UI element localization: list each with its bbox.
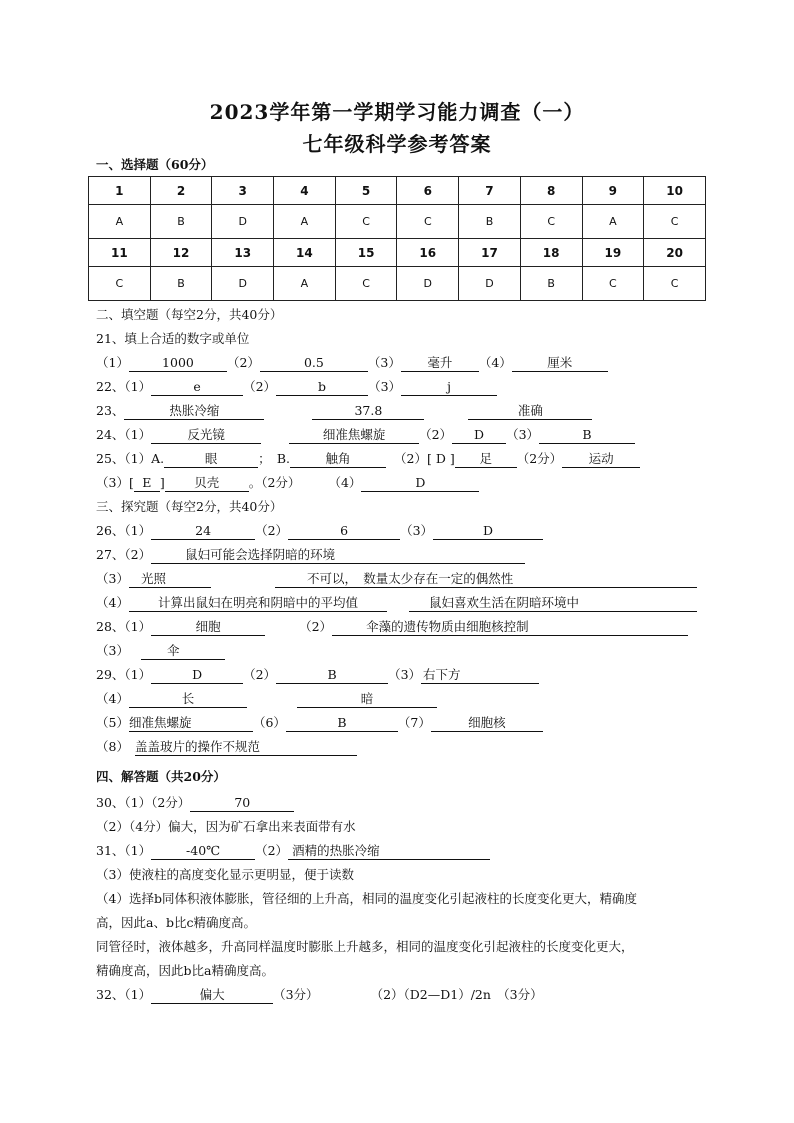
q23-line: 23、 热胀冷缩 37.8 准确 <box>96 402 592 420</box>
question-number-cell: 8 <box>520 177 582 205</box>
q28-line2: （3） 伞 <box>96 642 225 660</box>
page-subtitle: 七年级科学参考答案 <box>302 132 492 156</box>
q25-line2: （3）[ E ] 贝壳 。（2分） （4） D <box>96 474 479 492</box>
question-number-cell: 7 <box>459 177 521 205</box>
section4-heading: 四、解答题（共20分） <box>96 769 226 784</box>
q27-line1: 27、（2） 鼠妇可能会选择阴暗的环境 <box>96 546 525 564</box>
answer-blank: 暗 <box>297 691 437 708</box>
q31-line5a: 同管径时，液体越多，升高同样温度时膨胀上升越多，相同的温度变化引起液柱的长度变化更大， <box>96 939 634 954</box>
answer-blank: D <box>452 427 506 444</box>
answer-blank: B <box>286 715 398 732</box>
q31-line1: 31、（1） -40℃ （2） 酒精的热胀冷缩 <box>96 842 490 860</box>
answer-blank: 0.5 <box>260 355 368 372</box>
q21-line: （1） 1000 （2） 0.5 （3） 毫升 （4） 厘米 <box>96 354 608 372</box>
answer-blank: 准确 <box>468 403 592 420</box>
answer-cell: C <box>520 205 582 239</box>
answer-blank: 细准焦螺旋 <box>129 715 253 732</box>
q29-line4: （8） 盖盖玻片的操作不规范 <box>96 738 357 756</box>
answer-blank: D <box>433 523 543 540</box>
answer-cell: D <box>212 205 274 239</box>
answer-cell: C <box>335 205 397 239</box>
answer-blank: B <box>276 667 388 684</box>
answer-cell: D <box>459 267 521 301</box>
answer-cell: C <box>335 267 397 301</box>
question-number-row <box>89 239 706 267</box>
answer-blank: 伞 <box>141 643 225 660</box>
q27-line3: （4） 计算出鼠妇在明亮和阴暗中的平均值 鼠妇喜欢生活在阴暗环境中 <box>96 594 697 612</box>
answer-blank: 计算出鼠妇在明亮和阴暗中的平均值 <box>129 595 387 612</box>
answer-blank: 眼 <box>164 451 258 468</box>
question-number-row <box>89 177 706 205</box>
question-number-cell: 19 <box>582 239 644 267</box>
question-number-cell: 3 <box>212 177 274 205</box>
answer-blank: 鼠妇喜欢生活在阴暗环境中 <box>409 595 697 612</box>
answer-blank: 毫升 <box>401 355 479 372</box>
q26-line: 26、（1） 24 （2） 6 （3） D <box>96 522 543 540</box>
answer-cell: D <box>397 267 459 301</box>
answer-cell: A <box>274 205 336 239</box>
question-number-cell: 11 <box>89 239 151 267</box>
q28-line1: 28、（1） 细胞 （2） 伞藻的遗传物质由细胞核控制 <box>96 618 688 636</box>
q29-line1: 29、（1） D （2） B （3） 右下方 <box>96 666 539 684</box>
answer-blank: 细准焦螺旋 <box>289 427 419 444</box>
q27-line2: （3） 光照 不可以， 数量太少存在一定的偶然性 <box>96 570 697 588</box>
q29-line2: （4） 长 暗 <box>96 690 437 708</box>
q31-line4b: 高，因此a、b比c精确度高。 <box>96 915 256 930</box>
answer-blank: 6 <box>288 523 400 540</box>
answer-cell: C <box>644 267 706 301</box>
answer-blank: 长 <box>129 691 247 708</box>
q29-line3: （5）细准焦螺旋 （6） B （7） 细胞核 <box>96 714 543 732</box>
answer-blank: 反光镜 <box>151 427 261 444</box>
q31-line4a: （4）选择b同体积液体膨胀，管径细的上升高，相同的温度变化引起液柱的长度变化更大，精确度 <box>96 891 637 906</box>
answer-blank: e <box>151 379 243 396</box>
question-number-cell: 4 <box>274 177 336 205</box>
q31-line3: （3）使液柱的高度变化显示更明显，便于读数 <box>96 867 354 882</box>
answer-cell: B <box>520 267 582 301</box>
answer-blank: 细胞 <box>151 619 265 636</box>
q30-line2: （2）（4分）偏大，因为矿石拿出来表面带有水 <box>96 819 356 834</box>
answer-blank: 贝壳 <box>165 475 249 492</box>
answer-blank: 37.8 <box>312 403 424 420</box>
question-number-cell: 16 <box>397 239 459 267</box>
section3-heading: 三、探究题（每空2分，共40分） <box>96 499 283 514</box>
answer-cell: C <box>89 267 151 301</box>
answer-blank: 细胞核 <box>431 715 543 732</box>
answer-blank: 光照 <box>129 571 211 588</box>
answer-blank: 热胀冷缩 <box>124 403 264 420</box>
answer-blank: b <box>276 379 368 396</box>
answer-blank: j <box>401 379 497 396</box>
q31-line5b: 精确度高，因此b比a精确度高。 <box>96 963 274 978</box>
answer-blank: 不可以， 数量太少存在一定的偶然性 <box>275 571 697 588</box>
question-number-cell: 5 <box>335 177 397 205</box>
question-number-cell: 17 <box>459 239 521 267</box>
question-number-cell: 9 <box>582 177 644 205</box>
answer-blank: E <box>134 475 160 492</box>
question-number-cell: 14 <box>274 239 336 267</box>
answer-cell: A <box>582 205 644 239</box>
section2-heading: 二、填空题（每空2分，共40分） <box>96 307 283 322</box>
section1-heading: 一、选择题（60分） <box>96 157 214 172</box>
answer-cell: A <box>274 267 336 301</box>
answer-blank: 1000 <box>129 355 227 372</box>
q24-line: 24、（1） 反光镜 细准焦螺旋 （2） D （3） B <box>96 426 635 444</box>
answer-cell: B <box>150 205 212 239</box>
page-title: 2023学年第一学期学习能力调查（一） <box>209 100 585 124</box>
question-number-cell: 2 <box>150 177 212 205</box>
answer-blank: D <box>361 475 479 492</box>
answer-row <box>89 267 706 301</box>
answer-blank: 70 <box>190 795 294 812</box>
q30-line1: 30、（1）（2分） 70 <box>96 794 294 812</box>
answer-blank: 运动 <box>562 451 640 468</box>
answer-cell: C <box>397 205 459 239</box>
q32-line: 32、（1） 偏大 （3分） （2）（D2—D1）/2n （3分） <box>96 987 543 1002</box>
answer-blank: 厘米 <box>512 355 608 372</box>
question-number-cell: 10 <box>644 177 706 205</box>
answer-cell: B <box>150 267 212 301</box>
answer-blank: 盖盖玻片的操作不规范 <box>135 739 357 756</box>
question-number-cell: 1 <box>89 177 151 205</box>
answer-blank: 酒精的热胀冷缩 <box>288 843 490 860</box>
q22-line: 22、（1） e （2） b （3） j <box>96 378 497 396</box>
answer-row <box>89 205 706 239</box>
answer-cell: C <box>644 205 706 239</box>
answer-blank: -40℃ <box>151 843 255 860</box>
answer-cell: D <box>212 267 274 301</box>
answer-blank: 偏大 <box>151 987 273 1004</box>
answer-cell: A <box>89 205 151 239</box>
choice-answer-table <box>88 176 706 301</box>
answer-blank: 鼠妇可能会选择阴暗的环境 <box>151 547 525 564</box>
question-number-cell: 20 <box>644 239 706 267</box>
answer-blank: D <box>151 667 243 684</box>
answer-blank: 右下方 <box>421 667 539 684</box>
question-number-cell: 6 <box>397 177 459 205</box>
question-number-cell: 12 <box>150 239 212 267</box>
answer-cell: C <box>582 267 644 301</box>
answer-blank: 24 <box>151 523 255 540</box>
answer-blank: 足 <box>455 451 517 468</box>
answer-blank: B <box>539 427 635 444</box>
question-number-cell: 15 <box>335 239 397 267</box>
answer-blank: 触角 <box>290 451 386 468</box>
answer-blank: 伞藻的遗传物质由细胞核控制 <box>332 619 688 636</box>
q21-intro: 21、填上合适的数字或单位 <box>96 331 250 346</box>
question-number-cell: 13 <box>212 239 274 267</box>
answer-cell: B <box>459 205 521 239</box>
q25-line1: 25、（1）A. 眼 ； B. 触角 （2）[ D ] 足 （2分） 运动 <box>96 450 640 468</box>
question-number-cell: 18 <box>520 239 582 267</box>
